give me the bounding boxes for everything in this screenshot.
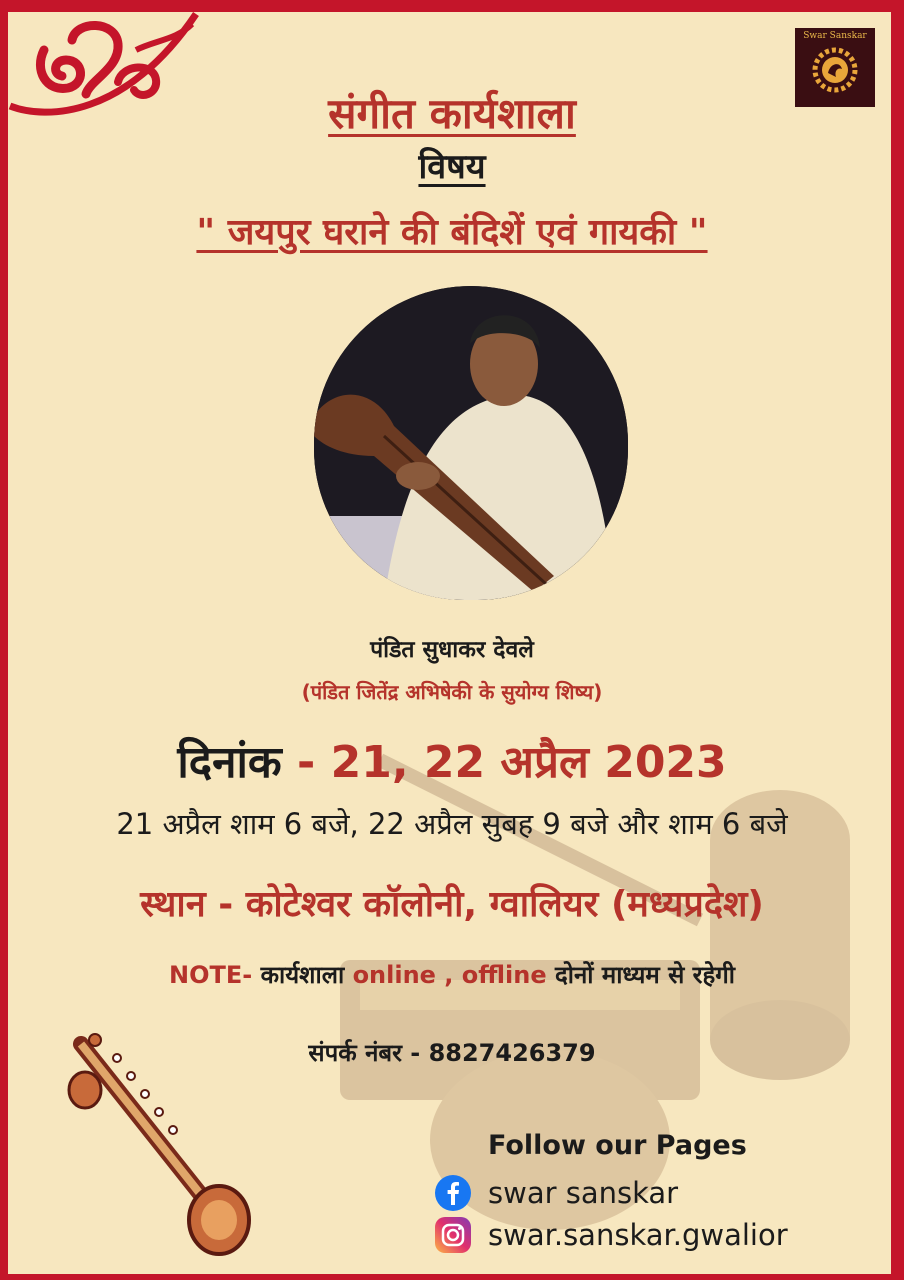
event-venue: स्थान - कोटेश्वर कॉलोनी, ग्वालियर (मध्यप्रदेश) — [140, 884, 764, 925]
artist-name: पंडित सुधाकर देवले — [370, 637, 534, 663]
instagram-icon — [434, 1216, 472, 1254]
sitar-icon — [55, 1030, 255, 1260]
subject-label: विषय — [418, 147, 486, 187]
instagram-link[interactable] — [434, 1215, 788, 1255]
facebook-handle: swar sanskar — [488, 1176, 679, 1210]
date-value: - 21, 22 अप्रैल 2023 — [281, 737, 727, 788]
date-label: दिनांक — [177, 737, 282, 788]
follow-heading: Follow our Pages — [488, 1130, 747, 1161]
mode-note: NOTE- कार्यशाला online , offline दोनों माध्यम से रहेगी — [169, 961, 735, 989]
contact-number: संपर्क नंबर - 8827426379 — [308, 1039, 596, 1067]
workshop-topic: " जयपुर घराने की बंदिशें एवं गायकी " — [196, 212, 708, 253]
artist-disciple-of: (पंडित जितेंद्र अभिषेकी के सुयोग्य शिष्य) — [301, 680, 603, 704]
artist-portrait — [314, 286, 628, 600]
artist-photo-image — [314, 286, 628, 600]
facebook-link[interactable] — [434, 1173, 678, 1213]
event-date — [0, 730, 904, 790]
event-timings: 21 अप्रैल शाम 6 बजे, 22 अप्रैल सुबह 9 बजे और शाम 6 बजे — [116, 807, 788, 841]
border-bottom — [0, 1274, 904, 1280]
instagram-handle: swar.sanskar.gwalior — [488, 1218, 788, 1252]
workshop-title: संगीत कार्यशाला — [328, 89, 576, 138]
facebook-icon — [434, 1174, 472, 1212]
logo-text: Swar Sanskar — [803, 31, 867, 41]
